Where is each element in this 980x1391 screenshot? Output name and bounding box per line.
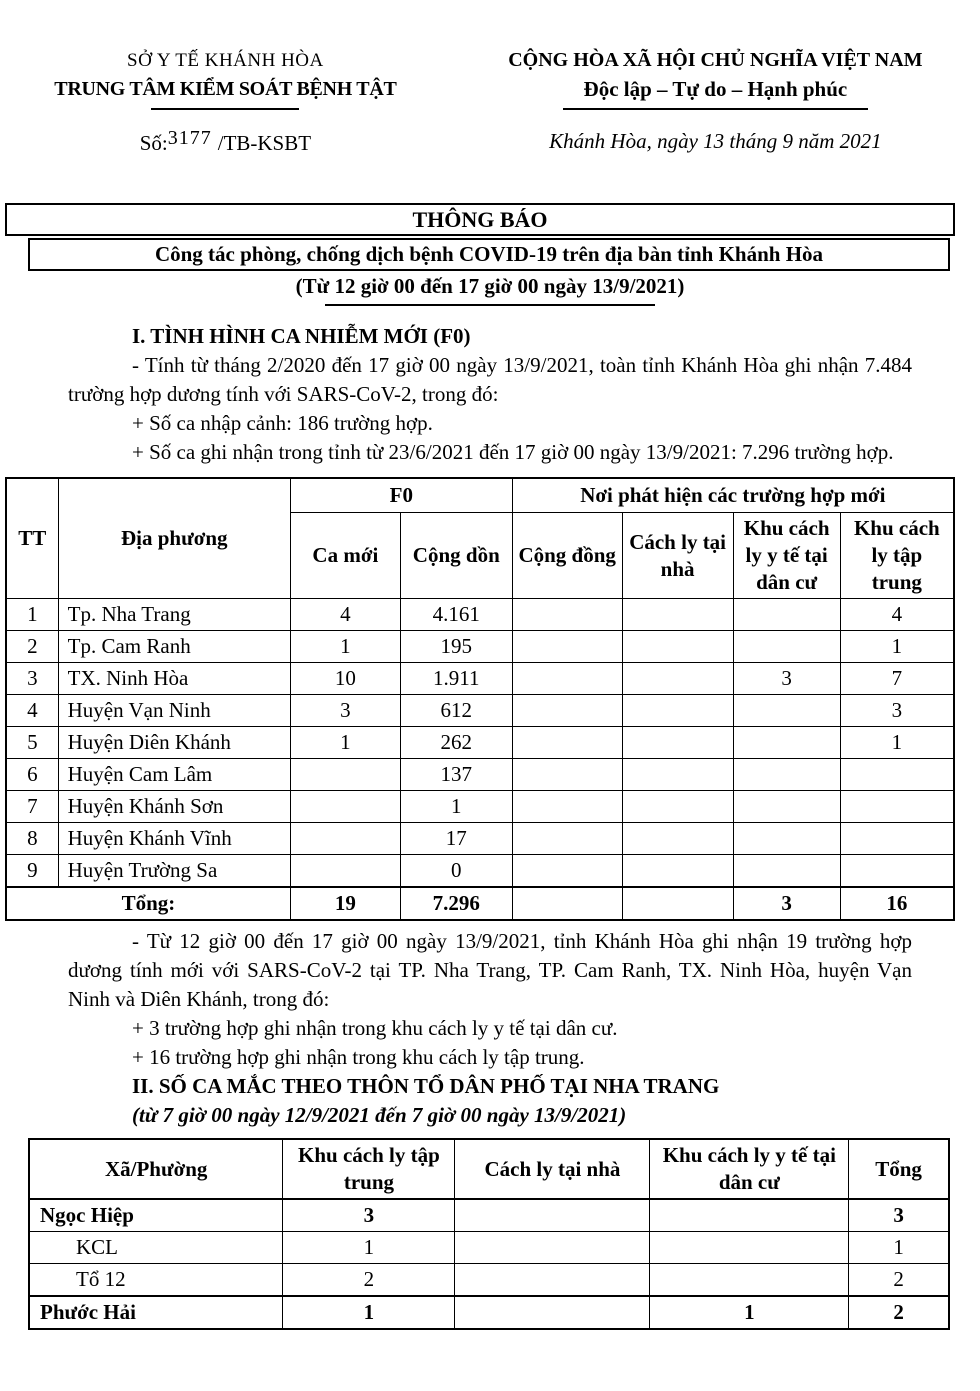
national-motto: Độc lập – Tự do – Hạnh phúc [583,77,848,101]
cell-locality: Huyện Khánh Vĩnh [58,823,290,855]
cell-medical-quarantine [733,855,840,888]
table-row [6,599,954,631]
cell-locality: Huyện Vạn Ninh [58,695,290,727]
cell-new-cases: 4 [290,599,400,631]
cell-cumulative: 0 [400,855,512,888]
cell-total-medical-quarantine: 3 [733,887,840,920]
cell-medical-quarantine [733,695,840,727]
document-title-block [0,203,980,306]
cell-home-quarantine [622,855,733,888]
place-and-date: Khánh Hòa, ngày 13 tháng 9 năm 2021 [549,129,882,153]
section-1-summary [68,927,912,1130]
cell-community [512,663,622,695]
cell-new-cases [290,823,400,855]
col-header-locality: Địa phương [58,478,290,599]
cell-community [512,791,622,823]
separator-rule [151,108,299,110]
document-subject: Công tác phòng, chống dịch bệnh COVID-19 trên địa bàn tỉnh Khánh Hòa [28,238,950,271]
cell-new-cases: 3 [290,695,400,727]
table-row [6,823,954,855]
cell-home-quarantine [622,823,733,855]
cell-medical-quarantine [733,599,840,631]
cell-new-cases: 10 [290,663,400,695]
cell-home-quarantine [622,727,733,759]
cell-tt: 3 [6,663,58,695]
cell-community [512,823,622,855]
col-header-cumulative: Cộng dồn [400,513,512,599]
cell-medical-quarantine: 3 [733,663,840,695]
cell-medical-quarantine [733,631,840,663]
cell-tt: 5 [6,727,58,759]
document-type-title: THÔNG BÁO [5,203,955,236]
table-row [6,727,954,759]
cell-tt: 4 [6,695,58,727]
doc-number-prefix: Số: [139,131,168,155]
cell-tt: 1 [6,599,58,631]
cell-medical-quarantine [733,727,840,759]
cell-central-quarantine: 1 [283,1232,455,1264]
cell-cumulative: 612 [400,695,512,727]
cell-central-quarantine: 7 [840,663,954,695]
cell-central-quarantine: 1 [840,631,954,663]
cell-medical-quarantine: 1 [650,1296,849,1329]
col-header-new-cases: Ca mới [290,513,400,599]
document-period: (Từ 12 giờ 00 đến 17 giờ 00 ngày 13/9/2021) [295,274,685,298]
cell-total-new-cases: 19 [290,887,400,920]
cell-central-quarantine [840,855,954,888]
cell-community [512,855,622,888]
cell-total-central-quarantine: 16 [840,887,954,920]
cell-new-cases [290,791,400,823]
cell-total-community [512,887,622,920]
cell-medical-quarantine [650,1232,849,1264]
cell-community [512,695,622,727]
issuing-agency-block [0,46,451,159]
cell-central-quarantine: 1 [283,1296,455,1329]
nha-trang-ward-cases-table [28,1138,950,1330]
cell-home-quarantine [622,695,733,727]
cell-locality: Tp. Cam Ranh [58,631,290,663]
paragraph: - Từ 12 giờ 00 đến 17 giờ 00 ngày 13/9/2021, tỉnh Khánh Hòa ghi nhận 19 trường hợp dương tính mới với SARS-CoV-2 tại TP. Nha Trang, TP. Cam Ranh, TX. Ninh Hòa, huyện Vạn Ninh và Diên Khánh, trong đó: [68,929,912,1011]
table-row [6,663,954,695]
col-header-medical-quarantine-area: Khu cách ly y tế tại dân cư [733,513,840,599]
col-header-f0: F0 [290,478,512,513]
national-title: CỘNG HÒA XÃ HỘI CHỦ NGHĨA VIỆT NAM [508,49,923,71]
section-1 [68,322,912,467]
paragraph: + Số ca ghi nhận trong tỉnh từ 23/6/2021 đến 17 giờ 00 ngày 13/9/2021: 7.296 trường hợp. [132,440,894,464]
cell-home-quarantine [622,663,733,695]
table-row [29,1232,949,1264]
letterhead [0,46,980,159]
cell-home-quarantine [455,1296,650,1329]
cell-medical-quarantine [650,1264,849,1297]
cell-total-cumulative: 7.296 [400,887,512,920]
total-row [6,887,954,920]
table-row [6,631,954,663]
cell-tt: 6 [6,759,58,791]
cell-locality: Tp. Nha Trang [58,599,290,631]
cell-community [512,727,622,759]
cell-total: 2 [849,1296,949,1329]
table-row [6,791,954,823]
paragraph: - Tính từ tháng 2/2020 đến 17 giờ 00 ngày 13/9/2021, toàn tỉnh Khánh Hòa ghi nhận 7.484 trường hợp dương tính với SARS-CoV-2, trong đó: [68,353,912,406]
cell-tt: 8 [6,823,58,855]
cell-central-quarantine: 3 [283,1199,455,1232]
cell-tt: 2 [6,631,58,663]
cell-total: 3 [849,1199,949,1232]
cell-ward-sub: KCL [29,1232,283,1264]
section-2-heading: II. SỐ CA MẮC THEO THÔN TỔ DÂN PHỐ TẠI NHA TRANG [132,1074,720,1098]
national-motto-block [451,46,980,159]
cell-ward-sub: Tổ 12 [29,1264,283,1297]
cell-cumulative: 262 [400,727,512,759]
col-header-medical-quarantine-area: Khu cách ly y tế tại dân cư [650,1139,849,1199]
col-header-detection-place: Nơi phát hiện các trường hợp mới [512,478,954,513]
table-row [29,1264,949,1297]
cell-ward: Ngọc Hiệp [29,1199,283,1232]
cell-locality: Huyện Trường Sa [58,855,290,888]
table-row [6,759,954,791]
cell-home-quarantine [622,759,733,791]
col-header-ward: Xã/Phường [29,1139,283,1199]
cell-locality: Huyện Khánh Sơn [58,791,290,823]
col-header-home-quarantine: Cách ly tại nhà [455,1139,650,1199]
cell-tt: 9 [6,855,58,888]
paragraph: + Số ca nhập cảnh: 186 trường hợp. [132,411,433,435]
agency-parent-name: SỞ Y TẾ KHÁNH HÒA [127,50,324,71]
cell-locality: TX. Ninh Hòa [58,663,290,695]
table-row [6,695,954,727]
cell-total: 2 [849,1264,949,1297]
cell-new-cases [290,759,400,791]
cell-community [512,599,622,631]
col-header-tt: TT [6,478,58,599]
document-number [0,129,451,159]
cell-cumulative: 1 [400,791,512,823]
paragraph: + 16 trường hợp ghi nhận trong khu cách ly tập trung. [132,1045,585,1069]
cell-cumulative: 1.911 [400,663,512,695]
col-header-central-quarantine: Khu cách ly tập trung [283,1139,455,1199]
covid-cases-by-locality-table [5,477,955,921]
section-1-heading: I. TÌNH HÌNH CA NHIỄM MỚI (F0) [132,324,471,348]
cell-central-quarantine [840,823,954,855]
cell-new-cases: 1 [290,727,400,759]
doc-number-suffix: /TB-KSBT [217,131,312,155]
section-2-subheading: (từ 7 giờ 00 ngày 12/9/2021 đến 7 giờ 00 ngày 13/9/2021) [132,1103,627,1127]
cell-home-quarantine [622,791,733,823]
cell-locality: Huyện Cam Lâm [58,759,290,791]
cell-central-quarantine [840,791,954,823]
cell-medical-quarantine [733,791,840,823]
agency-name: TRUNG TÂM KIỂM SOÁT BỆNH TẬT [54,78,397,100]
cell-total: 1 [849,1232,949,1264]
cell-locality: Huyện Diên Khánh [58,727,290,759]
separator-rule [563,108,868,110]
table-row [29,1199,949,1232]
col-header-central-quarantine: Khu cách ly tập trung [840,513,954,599]
cell-home-quarantine [622,631,733,663]
col-header-total: Tổng [849,1139,949,1199]
separator-rule [325,304,655,306]
cell-medical-quarantine [650,1199,849,1232]
cell-ward: Phước Hải [29,1296,283,1329]
table-row [6,855,954,888]
table-row [29,1296,949,1329]
cell-cumulative: 195 [400,631,512,663]
cell-community [512,631,622,663]
cell-cumulative: 137 [400,759,512,791]
cell-central-quarantine [840,759,954,791]
cell-central-quarantine: 1 [840,727,954,759]
cell-new-cases [290,855,400,888]
cell-community [512,759,622,791]
cell-home-quarantine [455,1232,650,1264]
paragraph: + 3 trường hợp ghi nhận trong khu cách ly y tế tại dân cư. [132,1016,618,1040]
cell-total-label: Tổng: [6,887,290,920]
cell-home-quarantine [455,1199,650,1232]
cell-new-cases: 1 [290,631,400,663]
cell-home-quarantine [455,1264,650,1297]
col-header-home-quarantine: Cách ly tại nhà [622,513,733,599]
cell-cumulative: 17 [400,823,512,855]
cell-home-quarantine [622,599,733,631]
col-header-community: Cộng đồng [512,513,622,599]
cell-central-quarantine: 2 [283,1264,455,1297]
cell-tt: 7 [6,791,58,823]
cell-cumulative: 4.161 [400,599,512,631]
cell-central-quarantine: 3 [840,695,954,727]
cell-medical-quarantine [733,823,840,855]
doc-number-value: 3177 [167,127,212,149]
cell-total-home-quarantine [622,887,733,920]
cell-central-quarantine: 4 [840,599,954,631]
cell-medical-quarantine [733,759,840,791]
